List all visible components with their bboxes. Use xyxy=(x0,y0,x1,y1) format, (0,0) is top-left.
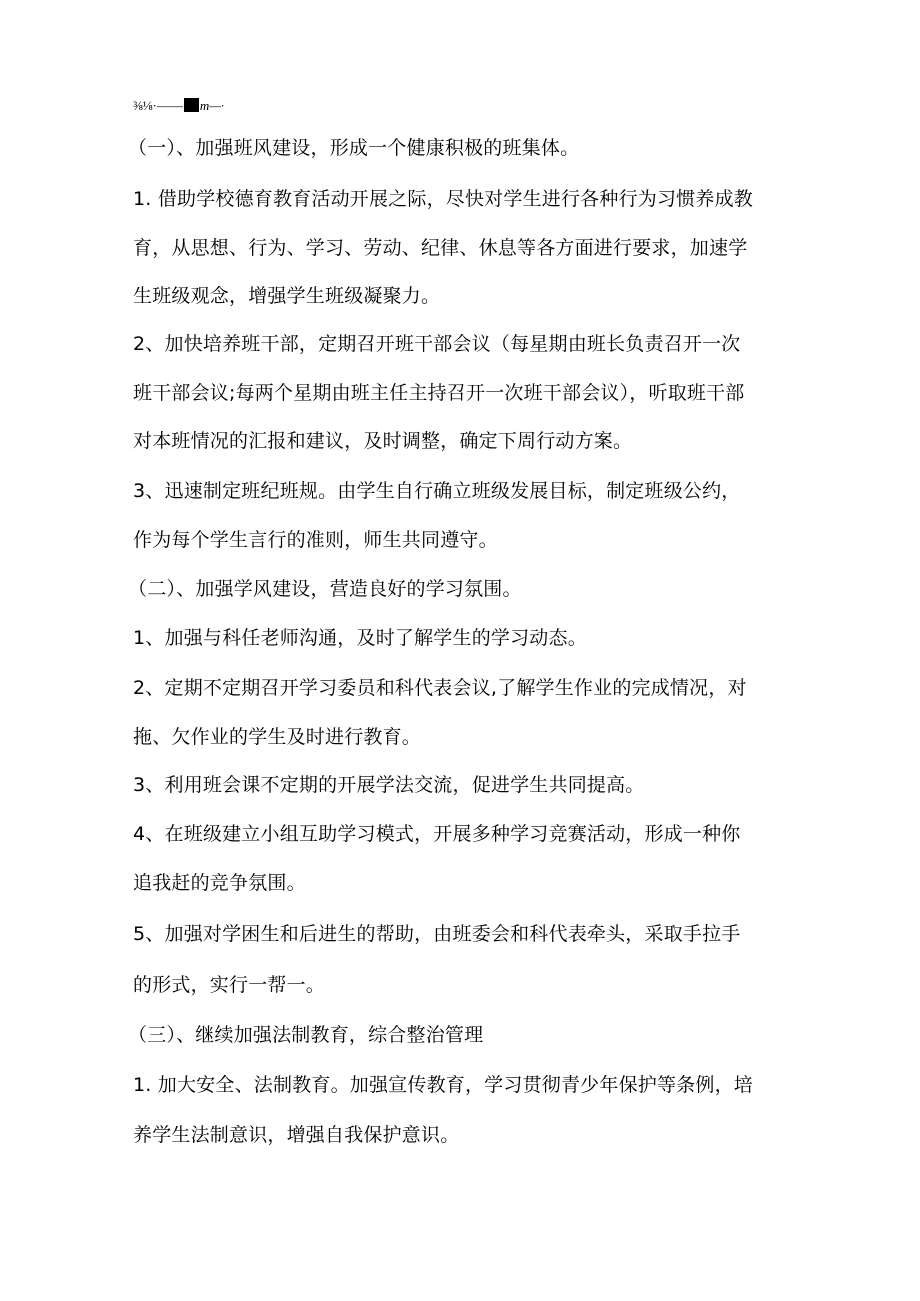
paragraph-line: 3、迅速制定班纪班规。由学生自行确立班级发展目标，制定班级公约， xyxy=(133,480,741,502)
paragraph-line: 4、在班级建立小组互助学习模式，开展多种学习竞赛活动，形成一种你 xyxy=(133,823,741,845)
paragraph-line: 3、利用班会课不定期的开展学法交流，促进学生共同提高。 xyxy=(133,774,645,796)
paragraph-line: 的形式，实行一帮一。 xyxy=(133,974,326,996)
paragraph-line: 2、定期不定期召开学习委员和科代表会议,了解学生作业的完成情况，对 xyxy=(133,677,747,699)
section-heading-3: （三）、继续加强法制教育，综合整治管理 xyxy=(128,1024,484,1046)
black-block-mark xyxy=(184,98,199,112)
paragraph-line: 养学生法制意识，增强自我保护意识。 xyxy=(133,1124,460,1146)
paragraph-line: 5、加强对学困生和后进生的帮助，由班委会和科代表牵头，采取手拉手 xyxy=(133,923,741,945)
paragraph-line: 育，从思想、行为、学习、劳动、纪律、休息等各方面进行要求，加速学 xyxy=(133,237,748,259)
paragraph-line: 对本班情况的汇报和建议，及时调整，确定下周行动方案。 xyxy=(133,430,633,452)
paragraph-line: 1. 加大安全、法制教育。加强宣传教育，学习贯彻青少年保护等条例，培 xyxy=(133,1074,753,1096)
paragraph-line: 班干部会议;每两个星期由班主任主持召开一次班干部会议），听取班干部 xyxy=(133,382,745,404)
garbled-header-prefix: ⅜⅛·—— xyxy=(133,98,183,113)
section-heading-1: （一）、加强班风建设，形成一个健康积极的班集体。 xyxy=(128,137,580,159)
paragraph-line: 1、加强与科任老师沟通，及时了解学生的学习动态。 xyxy=(133,627,587,649)
section-heading-2: （二）、加强学风建设，营造良好的学习氛围。 xyxy=(128,578,522,600)
paragraph-line: 追我赶的竞争氛围。 xyxy=(133,872,306,894)
paragraph-line: 作为每个学生言行的准则，师生共同遵守。 xyxy=(133,529,498,551)
paragraph-line: 拖、欠作业的学生及时进行教育。 xyxy=(133,726,422,748)
paragraph-line: 2、加快培养班干部，定期召开班干部会议（每星期由班长负责召开一次 xyxy=(133,333,741,355)
paragraph-line: 1. 借助学校德育教育活动开展之际，尽快对学生进行各种行为习惯养成教 xyxy=(133,188,753,210)
garbled-header-suffix: m—· xyxy=(199,98,225,113)
garbled-header xyxy=(133,98,224,114)
paragraph-line: 生班级观念，增强学生班级凝聚力。 xyxy=(133,285,441,307)
